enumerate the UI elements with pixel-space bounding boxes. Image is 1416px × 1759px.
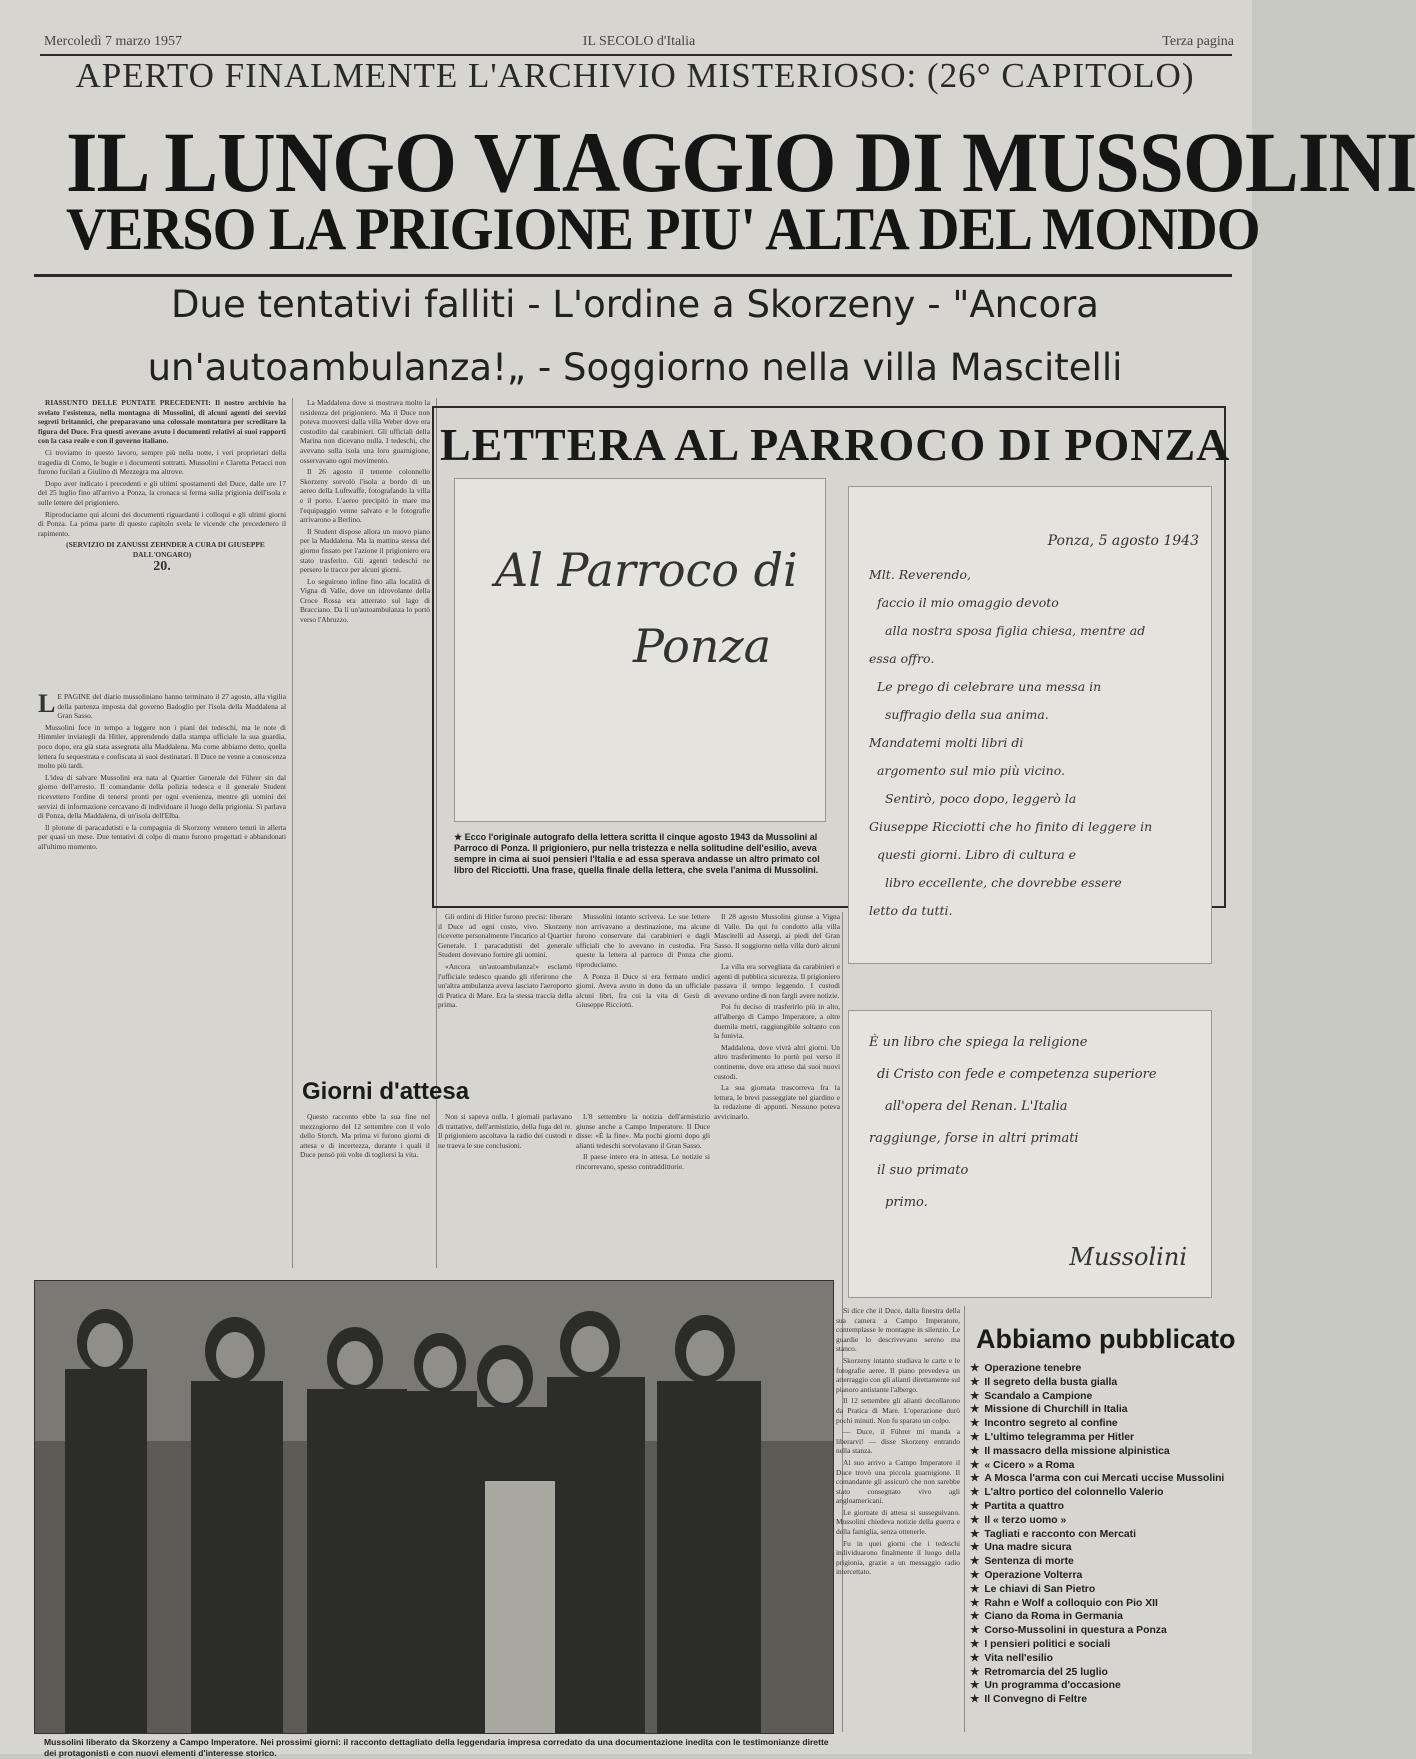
published-item <box>970 1528 1232 1542</box>
published-item-label: Un programma d'occasione <box>984 1680 1121 1692</box>
column-rule-4 <box>964 1306 965 1732</box>
published-item <box>970 1390 1232 1404</box>
letter-box-title: LETTERA AL PARROCO DI PONZA <box>440 419 1231 470</box>
star-icon: ★ <box>970 1542 980 1554</box>
letter-date: Ponza, 5 agosto 1943 <box>1047 533 1199 549</box>
body-col5-p2: La villa era sorvegliata da carabinieri e agenti di pubblica sicurezza. Il prigioniero passava il tempo leggendo. I custodi avevano ordine di non fargli avere notizie. <box>714 961 840 1000</box>
letter-page-2-line: all'opera del Renan. L'Italia <box>885 1099 1068 1114</box>
body-col7-p2: Le giornate di attesa si susseguivano. Mussolini chiedeva notizie della guerra e della famiglia, senza ottenerle. <box>836 1507 960 1537</box>
published-item <box>970 1638 1232 1652</box>
letter-page-1-line: essa offro. <box>869 651 935 666</box>
envelope-line-2: Ponza <box>633 619 772 673</box>
chapter-number: 20. <box>153 558 171 574</box>
photo-caption: Mussolini liberato da Skorzeny a Campo Imperatore. Nei prossimi giorni: il racconto dettagliato della leggendaria impresa corredato da una documentazione inedita con le testimonianze dirette dei protagonisti e con nuovi elementi d'interesse storico. <box>44 1737 829 1758</box>
letter-page-1-line: Sentirò, poco dopo, leggerò la <box>885 791 1077 806</box>
body-col7-p1: Al suo arrivo a Campo Imperatore il Duce trovò una piccola guarnigione. Il comandante gli assicurò che non sarebbe stato consegnato vivo agli angloamericani. <box>836 1457 960 1506</box>
body-col6-p3: Il 12 settembre gli alianti decollarono da Pratica di Mare. L'operazione durò pochi minuti. Non fu sparato un colpo. <box>836 1396 960 1425</box>
published-item <box>970 1417 1232 1431</box>
body-col1-p2: Mussolini fece in tempo a leggere non i piani dei tedeschi, ma le note di Himmler inviategli da Hitler, apprendendo dalla stampa ufficiale la sua guardia, poco dopo, era già stata assegnata alla Maddalena. Ma come abbiamo detto, quella lettera fu sequestrata e confiscata ai suoi destinatari. Il Duce ne venne a conoscenza molto più tardi. <box>38 722 286 771</box>
star-icon: ★ <box>970 1445 980 1457</box>
published-item-label: Partita a quattro <box>984 1500 1065 1512</box>
body-col4-p1: Maddalena, dove vivrà altri giorni. Un altro trasferimento lo portò poi verso il continente, dove era atteso dai suoi nuovi custodi. <box>714 1042 840 1081</box>
letter-page-1-line: libro eccellente, che dovrebbe essere <box>885 875 1122 890</box>
star-icon: ★ <box>970 1431 980 1443</box>
published-item <box>970 1624 1232 1638</box>
body-column-6 <box>836 1306 960 1732</box>
star-icon: ★ <box>970 1652 980 1664</box>
published-item-label: Operazione tenebre <box>984 1363 1082 1374</box>
letter-page-1-image <box>848 486 1212 964</box>
published-item <box>970 1666 1232 1680</box>
letter-page-2-line: di Cristo con fede e competenza superiore <box>877 1067 1157 1082</box>
column-rule-1 <box>292 398 293 1268</box>
letter-page-2-line: il suo primato <box>877 1163 969 1178</box>
body-col3-p1: Gli ordini di Hitler furono precisi: liberare il Duce ad ogni costo, vivo. Skorzeny ricevette personalmente l'incarico al Quartier Generale. I paracadutisti del generale Student dovevano fornire gli uomini. <box>438 912 572 960</box>
published-item-label: Sentenza di morte <box>984 1556 1074 1568</box>
deck-line-2: un'autoambulanza!„ - Soggiorno nella villa Mascitelli <box>147 346 1123 389</box>
published-item <box>970 1403 1232 1417</box>
body-col4-p3: Il paese intero era in attesa. Le notizie si rincorrevano, spesso contraddittorie. <box>576 1152 710 1171</box>
envelope-line-1: Al Parroco di <box>495 543 798 597</box>
published-item <box>970 1569 1232 1583</box>
giorni-p2: Non si sapeva nulla. I giornali parlavano di trattative, dell'armistizio, della fuga del re. Il prigioniero ascoltava la radio dei custodi e ne traeva le sue conclusioni. <box>438 1112 572 1150</box>
star-icon: ★ <box>970 1680 980 1692</box>
published-item <box>970 1555 1232 1569</box>
published-list <box>970 1362 1232 1707</box>
published-item-label: Vita nell'esilio <box>984 1652 1054 1664</box>
published-item <box>970 1679 1232 1693</box>
body-col1-p1: E PAGINE del diario mussoliniano hanno terminato il 27 agosto, alla vigilia della partenza imposta dal governo Badoglio per l'isola della Maddalena al Gran Sasso. <box>57 692 286 721</box>
letter-page-1-line: argomento sul mio più vicino. <box>877 763 1065 778</box>
giorni-heading: Giorni d'attesa <box>302 1078 470 1105</box>
star-icon: ★ <box>970 1694 980 1706</box>
star-icon: ★ <box>970 1556 980 1568</box>
published-item <box>970 1445 1232 1459</box>
star-icon: ★ <box>970 1363 980 1374</box>
star-icon: ★ <box>970 1500 980 1512</box>
body-column-5 <box>714 912 840 1278</box>
star-icon: ★ <box>970 1376 980 1388</box>
deck-line-1: Due tentativi falliti - L'ordine a Skorzeny - "Ancora <box>171 283 1099 326</box>
letter-caption: ★ Ecco l'originale autografo della lettera scritta il cinque agosto 1943 da Mussolini al Parroco di Ponza. Il prigioniero, pur nella tristezza e nella solitudine dell'esilio, aveva sempre in cima ai suoi pensieri l'Italia e ad essa sperava andasse un altro primato col libro del Ricciotti. Una frase, quella finale della lettera, che svela l'anima di Mussolini. <box>454 832 820 875</box>
body-col3-p3: Mussolini intanto scriveva. Le sue lettere non arrivavano a destinazione, ma alcune furono conservate dai carabinieri e dagli ufficiali che lo avevano in custodia. Fra queste la lettera al parroco di Ponza che riproduciamo. <box>576 912 710 969</box>
body-col1-p3: L'idea di salvare Mussolini era nata al Quartier Generale del Führer sin dal giorno dell'arresto. Il comandante della polizia tedesca e il generale Student ricevettero l'ordine di tenersi pronti per ogni evenienza, mentre gli uomini dei servizi di informazione cercavano di individuare il luogo della prigionia. Si parlava di Ponza, della Maddalena, di un'isola dell'Elba. <box>38 772 286 821</box>
letter-page-1-line: faccio il mio omaggio devoto <box>877 595 1059 610</box>
star-icon: ★ <box>970 1459 980 1471</box>
published-item-label: Scandalo a Campione <box>984 1390 1093 1402</box>
published-item-label: Missione di Churchill in Italia <box>984 1404 1128 1416</box>
giorni-p3: L'8 settembre la notizia dell'armistizio giunse anche a Campo Imperatore. Il Duce disse: «È la fine». Ma pochi giorni dopo gli alianti tedeschi sorvolavano il Gran Sasso. <box>576 1112 710 1150</box>
published-item-label: « Cicero » a Roma <box>984 1459 1075 1471</box>
giorni-column-2 <box>438 1112 572 1272</box>
published-item <box>970 1693 1232 1707</box>
published-item-label: Il segreto della busta gialla <box>984 1376 1118 1388</box>
published-item-label: Le chiavi di San Pietro <box>984 1583 1096 1595</box>
published-item <box>970 1610 1232 1624</box>
published-item <box>970 1541 1232 1555</box>
star-icon: ★ <box>970 1666 980 1678</box>
star-icon: ★ <box>970 1597 980 1609</box>
body-col2-p2: Il 26 agosto il tenente colonnello Skorzeny sorvolò l'isola a bordo di un aereo della Luftwaffe, fotografando la villa e il porto. L'aereo precipitò in mare ma l'equipaggio venne salvato e le fotografie arrivarono a Berlino. <box>300 467 430 525</box>
intro-summary-3: Dopo aver indicato i precedenti e gli ultimi spostamenti del Duce, dalle ore 17 del 25 luglio fino all'arrivo a Ponza, la cronaca si ferma sulla prigionia dell'isola e sulle lettere del prigioniero. <box>38 478 286 507</box>
published-item-label: L'ultimo telegramma per Hitler <box>984 1431 1135 1443</box>
envelope-image <box>454 478 826 822</box>
published-item-label: Il Convegno di Feltre <box>984 1694 1088 1706</box>
published-item <box>970 1583 1232 1597</box>
body-column-3 <box>438 912 572 1062</box>
giorni-column-1 <box>300 1112 430 1272</box>
letter-page-1-line: questi giorni. Libro di cultura e <box>877 847 1077 862</box>
published-item-label: Ciano da Roma in Germania <box>984 1611 1123 1623</box>
body-column-1 <box>38 689 286 1264</box>
published-item <box>970 1459 1232 1473</box>
body-col6-p1: Si dice che il Duce, dalla finestra della sua camera a Campo Imperatore, contemplasse le montagne in silenzio. Le guardie lo descrivevano sereno ma stanco. <box>836 1306 960 1354</box>
folio-masthead: IL SECOLO d'Italia <box>582 34 696 49</box>
letter-page-2-line: raggiunge, forse in altri primati <box>869 1131 1079 1146</box>
published-item <box>970 1597 1232 1611</box>
folio-date: Mercoledì 7 marzo 1957 <box>44 34 183 49</box>
folio-page-label: Terza pagina <box>1162 34 1234 49</box>
star-icon: ★ <box>970 1569 980 1581</box>
published-item <box>970 1652 1232 1666</box>
intro-summary-4: Riproduciamo qui alcuni dei documenti riguardanti i colloqui e gli ultimi giorni di Ponza. La prima parte di questo capitolo svela le vicende che precedettero il rapimento. <box>38 509 286 538</box>
published-item <box>970 1376 1232 1390</box>
letter-page-1-line: alla nostra sposa figlia chiesa, mentre ad <box>885 623 1146 638</box>
published-item-label: A Mosca l'arma con cui Mercati uccise Mussolini <box>984 1473 1225 1485</box>
published-item <box>970 1362 1232 1376</box>
kicker: APERTO FINALMENTE L'ARCHIVIO MISTERIOSO: (26° CAPITOLO) <box>75 56 1195 95</box>
body-col6-p2: Skorzeny intanto studiava le carte e le fotografie aeree. Il piano prevedeva un atterraggio con gli alianti direttamente sul pianoro antistante l'albergo. <box>836 1355 960 1394</box>
published-item-label: Il « terzo uomo » <box>984 1514 1067 1526</box>
letter-page-1-line: Mlt. Reverendo, <box>869 567 971 582</box>
letter-page-1-line: Mandatemi molti libri di <box>869 735 1024 750</box>
star-icon: ★ <box>970 1611 980 1623</box>
body-col2-p1: La Maddalena dove si mostrava molto la residenza del prigioniero. Ma il Duce non poteva muoversi dalla villa Weber dove era custodito dai carabinieri. Gli ufficiali della Marina non dicevano nulla. I tedeschi, che avevano sulla isola una loro guarnigione, osservavano ogni movimento. <box>300 398 430 465</box>
giorni-column-3 <box>576 1112 710 1272</box>
star-icon: ★ <box>970 1487 980 1499</box>
letter-signature: Mussolini <box>1069 1243 1187 1271</box>
letter-page-1-line: suffragio della sua anima. <box>885 707 1049 722</box>
headline-line-1: IL LUNGO VIAGGIO DI MUSSOLINI <box>66 114 1416 210</box>
published-item <box>970 1431 1232 1445</box>
letter-page-1-line: letto da tutti. <box>869 903 953 918</box>
star-icon: ★ <box>970 1528 980 1540</box>
published-item-label: Operazione Volterra <box>984 1569 1083 1581</box>
published-item-label: Una madre sicura <box>984 1542 1072 1554</box>
published-item-label: Il massacro della missione alpinistica <box>984 1445 1170 1457</box>
star-icon: ★ <box>970 1418 980 1430</box>
photo-illustration <box>35 1281 833 1733</box>
published-item-label: L'altro portico del colonnello Valerio <box>984 1487 1164 1499</box>
headline-rule <box>34 274 1232 277</box>
star-icon: ★ <box>970 1625 980 1637</box>
published-item-label: Retromarcia del 25 luglio <box>984 1666 1108 1678</box>
published-item <box>970 1486 1232 1500</box>
giorni-p1: Questo racconto ebbe la sua fine nel mezzogiorno del 12 settembre con il volo dello Storch. Ma prima vi furono giorni di attesa e di incertezza, durante i quali il Duce pensò più volte di togliersi la vita. <box>300 1112 430 1160</box>
star-icon: ★ <box>970 1638 980 1650</box>
body-col7-p3: Fu in quei giorni che i tedeschi individuarono finalmente il luogo della prigionia, grazie a un messaggio radio intercettato. <box>836 1538 960 1577</box>
body-col3-p4: A Ponza il Duce si era fermato undici giorni. Aveva avuto in dono da un ufficiale alcuni libri, fra cui la vita di Gesù di Giuseppe Ricciotti. <box>576 971 710 1010</box>
intro-summary-1: RIASSUNTO DELLE PUNTATE PRECEDENTI: Il nostro archivio ha svelato l'esistenza, nella montagna di Mussolini, di alcuni agenti dei servizi segreti britannici, che preparavano una colossale montatura per screditare la figura del Duce. Fra questi avevano avuto i documenti relativi ai suoi rapporti con la casa reale e con il governo italiano. <box>38 398 286 446</box>
star-icon: ★ <box>970 1514 980 1526</box>
body-col2-p4: Lo seguirono infine fino alla località di Vigna di Valle, dove un idrovolante della Croce Rossa era atterrato sul lago di Bracciano. Da lì un'autoambulanza lo portò verso l'Abruzzo. <box>300 576 430 625</box>
drop-cap: L <box>38 689 56 718</box>
letter-page-1-line: Giuseppe Ricciotti che ho finito di leggere in <box>869 819 1153 834</box>
published-heading: Abbiamo pubblicato <box>976 1324 1236 1354</box>
folio <box>44 34 1234 54</box>
published-item-label: Rahn e Wolf a colloquio con Pio XII <box>984 1597 1158 1609</box>
body-col5-p1: Il 28 agosto Mussolini giunse a Vigna di Valle. Da qui fu condotto alla villa Mascitelli ad Assergi, ai piedi del Gran Sasso. Il soggiorno nella villa durò alcuni giorni. <box>714 912 840 960</box>
letter-page-2-line: È un libro che spiega la religione <box>869 1035 1088 1050</box>
body-col2-p3: Il Student dispose allora un nuovo piano per la Maddalena. Ma la mattina stessa del giorno fissato per l'azione il prigioniero era stato trasferito. Gli agenti tedeschi ne persero le tracce per alcuni giorni. <box>300 526 430 575</box>
published-item <box>970 1472 1232 1486</box>
intro-summary-2: Ci troviamo in questo lavoro, sempre più nella notte, i veri proprietari della tragedia di Como, le bugie e i documenti sottratti. Mussolini e Claretta Petacci non furono fucilati a Giulino di Mezzegra ma altrove. <box>38 447 286 477</box>
intro-column <box>38 398 286 688</box>
body-col5-p3: Poi fu deciso di trasferirlo più in alto, all'albergo di Campo Imperatore, a oltre duemila metri, raggiungibile soltanto con la funivia. <box>714 1002 840 1041</box>
body-col4-p2: La sua giornata trascorreva fra la lettura, le brevi passeggiate nel giardino e la redazione di appunti. Nessuno poteva avvicinarlo. <box>714 1083 840 1121</box>
star-icon: ★ <box>970 1390 980 1402</box>
published-item-label: I pensieri politici e sociali <box>984 1638 1111 1650</box>
star-icon: ★ <box>970 1583 980 1595</box>
body-col1-p4: Il plotone di paracadutisti e la compagnia di Skorzeny vennero tenuti in allerta per quasi un mese. Due tentativi di colpo di mano furono progettati e abbandonati all'ultimo momento. <box>38 822 286 851</box>
headline-line-2: VERSO LA PRIGIONE PIU' ALTA DEL MONDO <box>66 196 1260 262</box>
published-item-label: Corso-Mussolini in questura a Ponza <box>984 1625 1167 1637</box>
published-item-label: Incontro segreto al confine <box>984 1418 1118 1430</box>
star-icon: ★ <box>970 1473 980 1485</box>
letter-page-1-line: Le prego di celebrare una messa in <box>877 679 1102 694</box>
body-col3-p2: «Ancora un'autoambulanza!» esclamò l'ufficiale tedesco quando gli riferirono che un'altra ambulanza aveva lasciato l'aeroporto di Pratica di Mare. Era la stessa traccia della prima. <box>438 961 572 1010</box>
published-item <box>970 1500 1232 1514</box>
published-item-label: Tagliati e racconto con Mercati <box>984 1528 1136 1540</box>
intro-service: (SERVIZIO DI ZANUSSI ZEHNDER A CURA DI GIUSEPPE DALL'ONGARO) <box>66 540 265 559</box>
star-icon: ★ <box>970 1404 980 1416</box>
letter-page-2-line: primo. <box>885 1195 928 1210</box>
body-column-4 <box>576 912 710 1062</box>
body-col6-p4: — Duce, il Führer mi manda a liberarvi! — disse Skorzeny entrando nella stanza. <box>836 1427 960 1456</box>
photo-mussolini-liberated <box>34 1280 834 1734</box>
published-item <box>970 1514 1232 1528</box>
letter-page-2-image <box>848 1010 1212 1298</box>
